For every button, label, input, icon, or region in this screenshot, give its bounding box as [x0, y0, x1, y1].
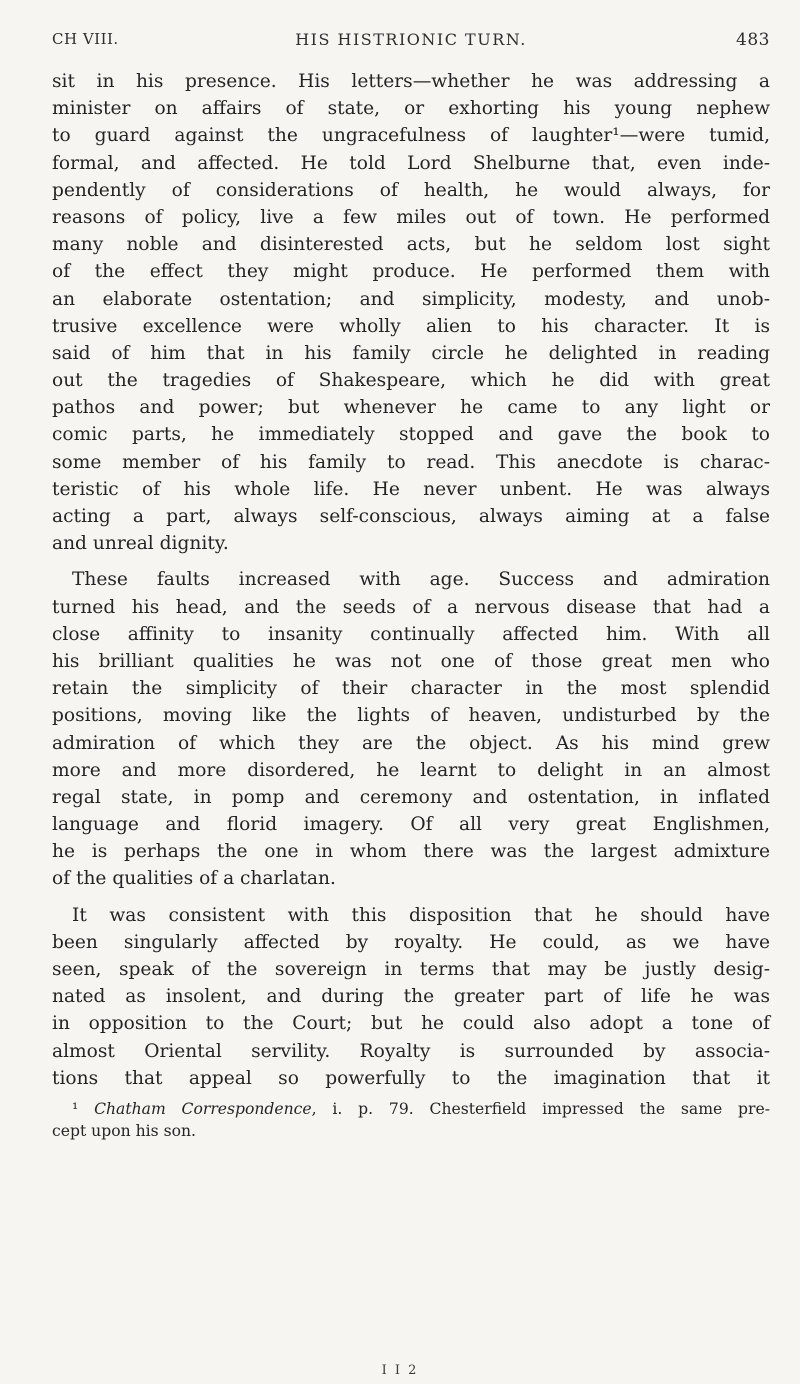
text-line: in opposition to the Court; but he could also adopt a tone of	[52, 1013, 770, 1035]
footnote-marker: ¹	[72, 1099, 79, 1118]
paragraph-gap	[52, 557, 770, 566]
text-line: of the effect they might produce. He performed them with	[52, 261, 770, 283]
text-line: reasons of policy, live a few miles out of town. He performed	[52, 206, 770, 228]
text-line: minister on affairs of state, or exhorting his young nephew	[52, 98, 770, 120]
text-line: tions that appeal so powerfully to the imagination that it	[52, 1067, 770, 1089]
text-line: an elaborate ostentation; and simplicity, modesty, and unob-	[52, 288, 770, 310]
text-line: to guard against the ungracefulness of laughter¹—were tumid,	[52, 125, 770, 147]
paragraph-1	[52, 68, 770, 557]
text-line: out the tragedies of Shakespeare, which he did with great	[52, 370, 770, 392]
text-line: of the qualities of a charlatan.	[52, 868, 336, 890]
text-line: he is perhaps the one in whom there was the largest admixture	[52, 841, 770, 863]
text-line: said of him that in his family circle he delighted in reading	[52, 342, 770, 364]
text-line: pathos and power; but whenever he came to any light or	[52, 397, 770, 419]
text-line: pendently of considerations of health, he would always, for	[52, 179, 770, 201]
text-line: been singularly affected by royalty. He could, as we have	[52, 931, 770, 953]
text-line: positions, moving like the lights of heaven, undisturbed by the	[52, 705, 770, 727]
footnote	[52, 1098, 770, 1142]
footnote-line	[52, 1098, 770, 1120]
text-line: more and more disordered, he learnt to delight in an almost	[52, 759, 770, 781]
footnote-text: , i. p. 79. Chesterfield impressed the same pre-	[311, 1099, 770, 1118]
text-line: trusive excellence were wholly alien to his character. It is	[52, 315, 770, 337]
signature-mark: I I 2	[381, 1363, 419, 1378]
text-line: formal, and affected. He told Lord Shelburne that, even inde-	[52, 152, 770, 174]
text-line: regal state, in pomp and ceremony and ostentation, in inflated	[52, 786, 770, 808]
book-page	[52, 22, 770, 1142]
text-line: teristic of his whole life. He never unbent. He was always	[52, 478, 770, 500]
paragraph-gap	[52, 893, 770, 902]
text-line: seen, speak of the sovereign in terms that may be justly desig-	[52, 959, 770, 980]
text-line: almost Oriental servility. Royalty is surrounded by associa-	[52, 1040, 770, 1062]
running-header	[52, 22, 770, 68]
chapter-label: CH VIII.	[52, 30, 119, 48]
text-line: sit in his presence. His letters—whether he was addressing a	[52, 71, 770, 92]
body-text	[52, 68, 770, 1092]
text-line: It was consistent with this disposition that he should have	[72, 904, 770, 926]
text-line: many noble and disinterested acts, but he seldom lost sight	[52, 234, 770, 256]
text-line: acting a part, always self-conscious, always aiming at a false	[52, 506, 770, 527]
text-line: comic parts, he immediately stopped and gave the book to	[52, 424, 770, 446]
page-number: 483	[736, 30, 770, 50]
text-line: admiration of which they are the object. As his mind grew	[52, 732, 770, 754]
footnote-work-title: Chatham Correspondence	[94, 1099, 312, 1118]
text-line: nated as insolent, and during the greater part of life he was	[52, 986, 770, 1008]
text-line: and unreal dignity.	[52, 533, 229, 555]
text-line: These faults increased with age. Success and admiration	[72, 569, 770, 591]
text-line: turned his head, and the seeds of a nervous disease that had a	[52, 596, 770, 618]
paragraph-2	[52, 566, 770, 892]
paragraph-3	[52, 902, 770, 1092]
text-line: his brilliant qualities he was not one of those great men who	[52, 650, 770, 672]
text-line: some member of his family to read. This anecdote is charac-	[52, 451, 770, 473]
footnote-line: cept upon his son.	[52, 1121, 196, 1140]
text-line: language and florid imagery. Of all very great Englishmen,	[52, 814, 770, 836]
text-line: retain the simplicity of their character in the most splendid	[52, 678, 770, 700]
running-title: HIS HISTRIONIC TURN.	[295, 30, 527, 49]
text-line: close affinity to insanity continually affected him. With all	[52, 623, 770, 645]
